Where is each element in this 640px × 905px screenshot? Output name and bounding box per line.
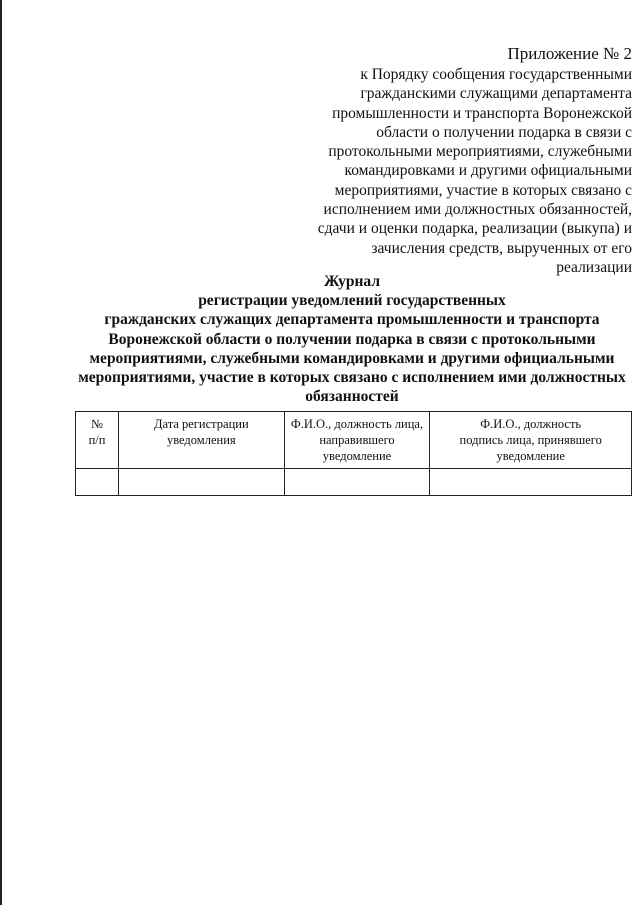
table-cell — [119, 469, 285, 496]
appendix-title: Приложение № 2 — [507, 44, 632, 63]
appendix-line: мероприятиями, участие в которых связано с — [334, 181, 632, 199]
header-text: Дата регистрации — [153, 417, 249, 431]
journal-title-line: гражданских служащих департамента промышленности и транспорта — [104, 311, 600, 329]
journal-title-line: мероприятиями, участие в которых связано с исполнением ими должностных — [78, 369, 626, 387]
header-text: Ф.И.О., должность — [480, 417, 582, 431]
header-receiver — [430, 412, 632, 469]
appendix-line: командировками и другими официальными — [344, 162, 632, 180]
journal-title-line: обязанностей — [305, 388, 399, 406]
header-text: № — [91, 417, 103, 431]
table-header-row — [76, 412, 632, 469]
journal-title — [70, 272, 634, 406]
table-row — [76, 469, 632, 496]
appendix-line: области о получении подарка в связи с — [376, 123, 632, 141]
header-sender — [284, 412, 430, 469]
journal-title-line: регистрации уведомлений государственных — [198, 292, 506, 310]
appendix-line: промышленности и транспорта Воронежской — [332, 104, 632, 122]
header-text: уведомление — [496, 449, 565, 463]
appendix-line: реализации — [556, 258, 632, 276]
header-text: п/п — [88, 433, 106, 447]
header-text: направившего — [319, 433, 395, 447]
header-text: подпись лица, принявшего — [459, 433, 602, 447]
appendix-block — [312, 43, 632, 277]
journal-title-line: мероприятиями, служебными командировками и другими официальными — [89, 349, 615, 367]
table-cell — [430, 469, 632, 496]
header-registration-date — [119, 412, 285, 469]
appendix-line: сдачи и оценки подарка, реализации (выкупа) и — [317, 220, 632, 238]
journal-title-line: Журнал — [323, 273, 381, 290]
appendix-subtitle — [312, 65, 632, 277]
appendix-line: исполнением ими должностных обязанностей, — [323, 201, 632, 219]
header-text: уведомление — [322, 449, 392, 463]
header-number — [76, 412, 119, 469]
page-left-edge — [0, 0, 2, 905]
journal-title-line: Воронежской области о получении подарка в связи с протокольными — [108, 330, 596, 348]
appendix-line: гражданскими служащими департамента — [360, 85, 632, 103]
appendix-line: зачисления средств, вырученных от его — [371, 239, 632, 257]
table-cell — [284, 469, 430, 496]
appendix-line: к Порядку сообщения государственными — [360, 66, 632, 83]
header-text: уведомления — [166, 433, 236, 447]
appendix-line: протокольными мероприятиями, служебными — [328, 143, 632, 161]
table-cell — [76, 469, 119, 496]
header-text: Ф.И.О., должность лица, — [290, 417, 424, 431]
registry-table — [75, 411, 632, 496]
